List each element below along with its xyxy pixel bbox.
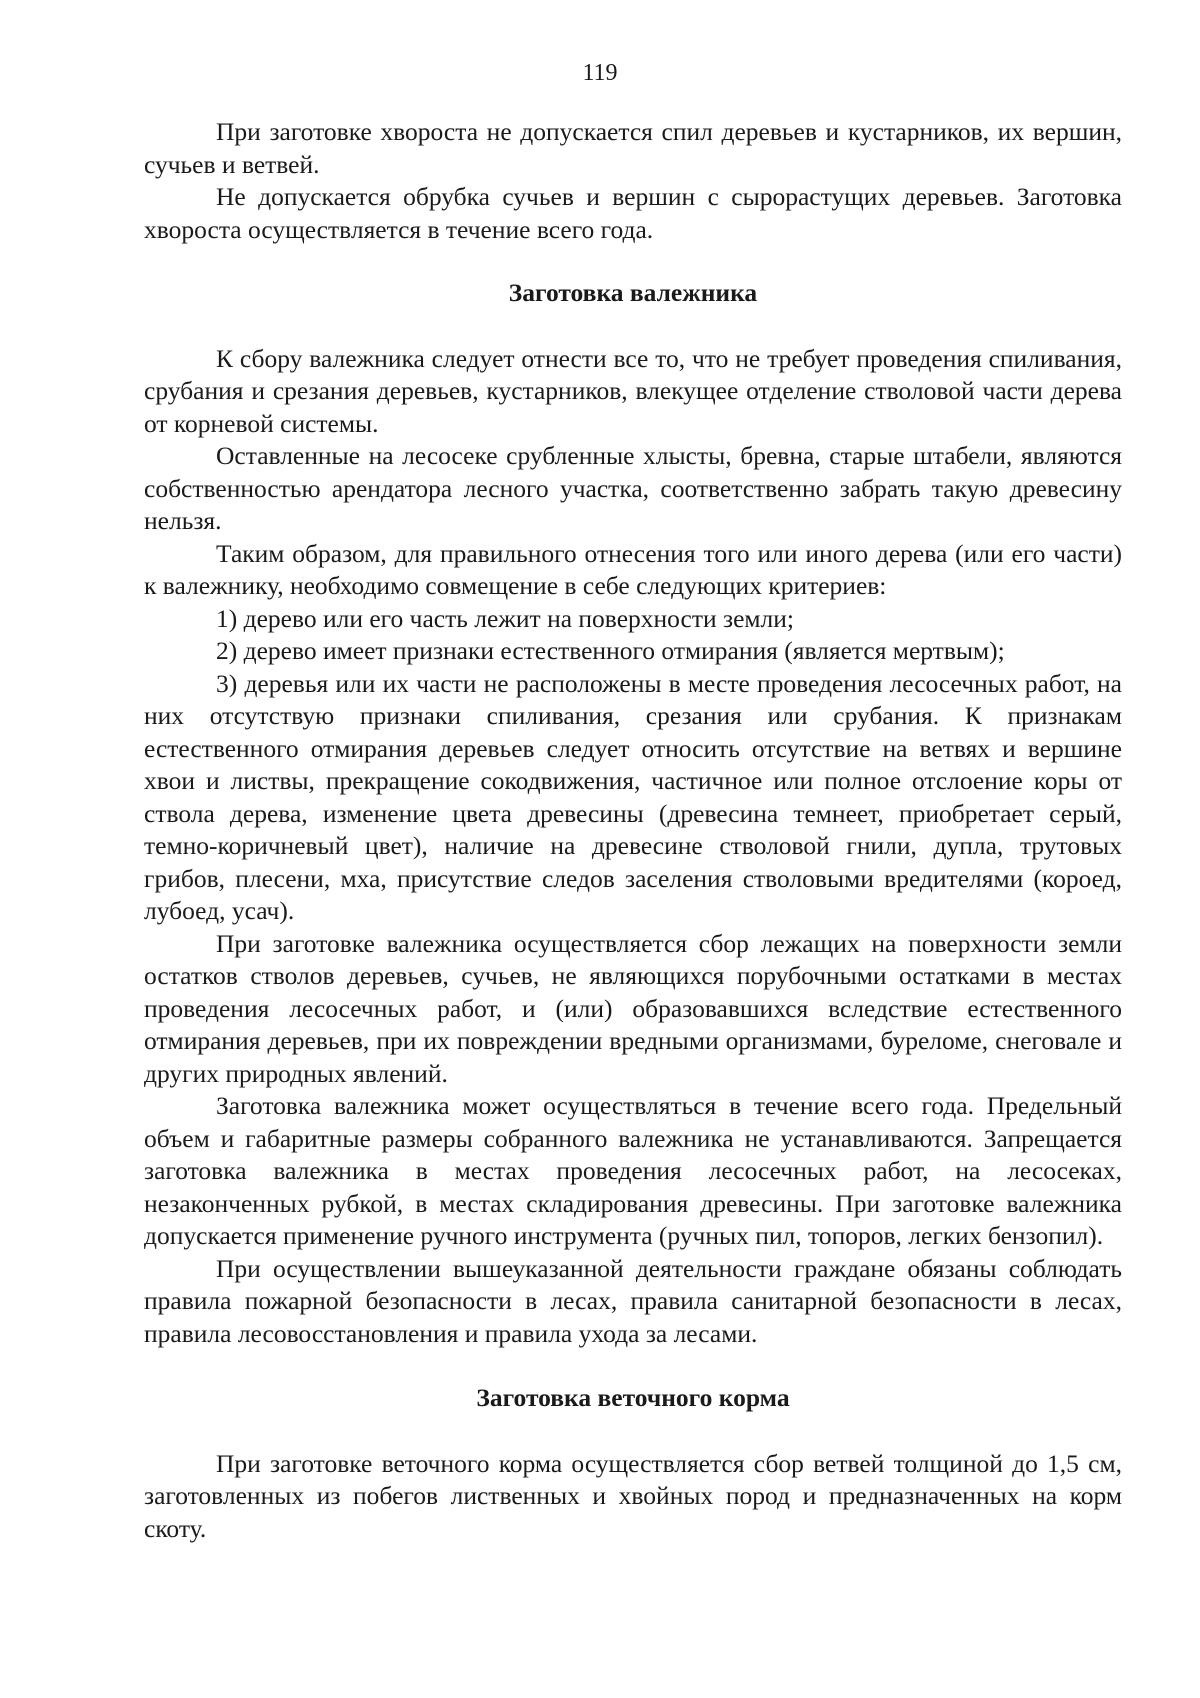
paragraph: Таким образом, для правильного отнесения того или иного дерева (или его части) к валежнику, необходимо совмещение в себе следующих критериев: bbox=[144, 538, 1122, 600]
list-item: 2) дерево имеет признаки естественного отмирания (является мертвым); bbox=[216, 636, 1005, 665]
list-item: 3) деревья или их части не расположены в месте проведения лесосечных работ, на них отсутствую признаки спиливания, срезания или срубания. К признакам естественного отмирания деревьев следует относить отсутствие на ветвях и вершине хвои и листвы, прекращение сокодвижения, частичное или полное отслоение коры от ствола дерева, изменение цвета древесины (древесина темнеет, приобретает серый, темно-коричневый цвет), наличие на древесине стволовой гнили, дупла, трутовых грибов, плесени, мха, присутствие следов заселения стволовыми вредителями (короед, лубоед, усач). bbox=[144, 668, 1122, 925]
list-item: 1) дерево или его часть лежит на поверхности земли; bbox=[216, 603, 795, 633]
paragraph: При заготовке валежника осуществляется сбор лежащих на поверхности земли остатков стволов деревьев, сучьев, не являющихся порубочными остатками в местах проведения лесосечных работ, и (или) образовавшихся вследствие естественного отмирания деревьев, при их повреждении вредными организмами, буреломе, снеговале и других природных явлений. bbox=[144, 928, 1122, 1088]
section-heading-fodder: Заготовка веточного корма bbox=[476, 1383, 790, 1412]
page-number: 119 bbox=[582, 60, 618, 86]
spacer bbox=[144, 1350, 1122, 1382]
paragraph: При осуществлении вышеуказанной деятельности граждане обязаны соблюдать правила пожарной безопасности в лесах, правила санитарной безопасности в лесах, правила лесовосстановления и правила ухода за лесами. bbox=[144, 1253, 1122, 1348]
spacer bbox=[144, 1415, 1122, 1448]
spacer bbox=[144, 310, 1122, 343]
spacer bbox=[144, 246, 1122, 277]
paragraph: К сбору валежника следует отнести все то, что не требует проведения спиливания, срубания и срезания деревьев, кустарников, влекущее отделение стволовой части дерева от корневой системы. bbox=[144, 343, 1122, 438]
section-heading-deadwood: Заготовка валежника bbox=[508, 278, 758, 307]
paragraph: При заготовке хвороста не допускается спил деревьев и кустарников, их вершин, сучьев и ветвей. bbox=[144, 117, 1122, 179]
paragraph: Не допускается обрубка сучьев и вершин с сырорастущих деревьев. Заготовка хвороста осуществляется в течение всего года. bbox=[144, 182, 1122, 244]
paragraph: Заготовка валежника может осуществляться в течение всего года. Предельный объем и габаритные размеры собранного валежника не устанавливаются. Запрещается заготовка валежника в местах проведения лесосечных работ, на лесосеках, незаконченных рубкой, в местах складирования древесины. При заготовке валежника допускается применение ручного инструмента (ручных пил, топоров, легких бензопил). bbox=[144, 1091, 1122, 1250]
paragraph: Оставленные на лесосеке срубленные хлысты, бревна, старые штабели, являются собственностью арендатора лесного участка, соответственно забрать такую древесину нельзя. bbox=[144, 441, 1122, 535]
paragraph: При заготовке веточного корма осуществляется сбор ветвей толщиной до 1,5 см, заготовленных из побегов лиственных и хвойных пород и предназначенных на корм скоту. bbox=[144, 1448, 1122, 1543]
page-content bbox=[144, 116, 1122, 1545]
